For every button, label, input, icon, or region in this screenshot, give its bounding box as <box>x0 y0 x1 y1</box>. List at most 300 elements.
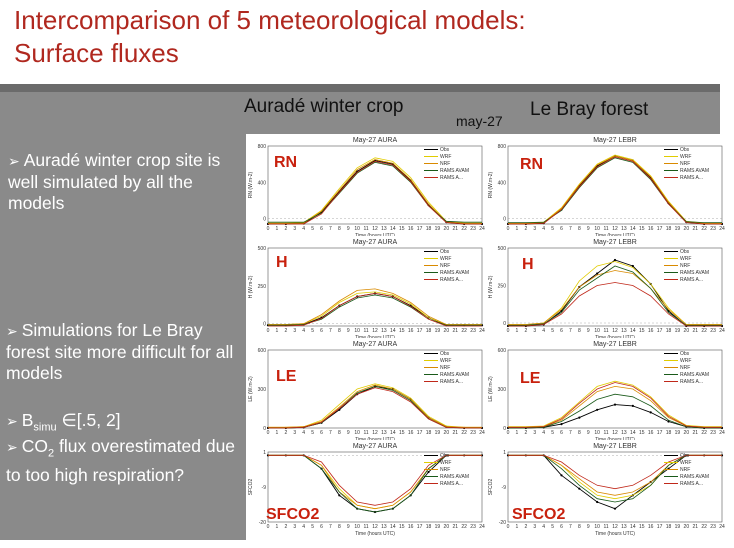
x-tick-label: 9 <box>586 430 590 436</box>
x-tick-label: 18 <box>665 430 672 436</box>
y-tick-label: 600 <box>257 348 266 354</box>
x-tick-label: 9 <box>346 226 350 232</box>
chart-svg <box>246 440 494 540</box>
x-tick-label: 15 <box>398 226 405 232</box>
x-tick-label: 13 <box>381 524 387 530</box>
x-tick-label: 14 <box>630 226 636 232</box>
chart-panel-sfco2-aura <box>246 440 494 548</box>
obs-point <box>578 417 580 419</box>
x-tick-label: 21 <box>452 430 459 436</box>
x-tick-label: 12 <box>372 430 378 436</box>
x-tick-label: 4 <box>302 430 306 436</box>
series-line-nrf <box>268 385 482 427</box>
x-tick-label: 14 <box>630 328 636 334</box>
panel-label: RN <box>274 154 298 171</box>
x-tick-label: 8 <box>337 328 341 334</box>
x-axis-label: Time (hours UTC) <box>595 531 635 537</box>
x-tick-label: 8 <box>577 226 581 232</box>
legend-label: RAMS A... <box>440 481 464 487</box>
x-tick-label: 12 <box>612 226 618 232</box>
x-tick-label: 17 <box>656 524 663 530</box>
x-tick-label: 9 <box>586 226 590 232</box>
x-tick-label: 9 <box>586 328 590 334</box>
x-tick-label: 16 <box>647 328 654 334</box>
legend-label: Obs <box>440 351 450 357</box>
x-tick-label: 0 <box>506 226 510 232</box>
x-tick-label: 10 <box>594 430 600 436</box>
x-tick-label: 0 <box>506 524 510 530</box>
chart-title: May-27 LEBR <box>593 341 637 348</box>
y-tick-label: 800 <box>257 144 266 150</box>
title-line-2: Surface fluxes <box>14 38 179 68</box>
chart-panel-le-lebr <box>486 338 734 446</box>
x-tick-label: 5 <box>551 226 554 232</box>
legend-label: Obs <box>680 147 690 153</box>
x-tick-label: 8 <box>337 524 341 530</box>
x-tick-label: 17 <box>656 226 663 232</box>
x-tick-label: 8 <box>337 430 341 436</box>
legend-label: NRF <box>680 161 691 167</box>
obs-point <box>632 405 634 407</box>
x-tick-label: 16 <box>407 328 414 334</box>
legend-label: RAMS AVAM <box>680 372 709 378</box>
header-left-site: Auradé winter crop <box>244 96 404 117</box>
x-tick-label: 10 <box>354 524 360 530</box>
y-tick-label: 0 <box>263 426 266 432</box>
legend-label: NRF <box>440 263 451 269</box>
x-tick-label: 1 <box>515 226 519 232</box>
x-tick-label: 2 <box>524 226 528 232</box>
x-tick-label: 14 <box>630 430 636 436</box>
x-tick-label: 22 <box>701 524 707 530</box>
y-tick-label: 500 <box>497 246 506 252</box>
x-tick-label: 5 <box>311 328 314 334</box>
x-tick-label: 12 <box>372 524 378 530</box>
x-tick-label: 15 <box>638 226 645 232</box>
x-tick-label: 5 <box>551 430 554 436</box>
legend-label: WRF <box>680 256 692 262</box>
x-tick-label: 10 <box>594 524 600 530</box>
series-line-rams-a- <box>268 293 482 326</box>
bullet-sub: simu <box>33 421 57 434</box>
legend-label: RAMS AVAM <box>440 372 469 378</box>
x-tick-label: 1 <box>275 430 279 436</box>
x-tick-label: 6 <box>320 328 323 334</box>
x-tick-label: 13 <box>621 226 627 232</box>
x-tick-label: 6 <box>560 328 563 334</box>
legend-label: NRF <box>680 467 691 473</box>
x-tick-label: 23 <box>470 524 476 530</box>
bullet-co2 <box>6 436 246 486</box>
x-tick-label: 21 <box>692 226 699 232</box>
x-tick-label: 0 <box>506 328 510 334</box>
x-tick-label: 19 <box>674 328 681 334</box>
legend-label: RAMS AVAM <box>680 270 709 276</box>
x-tick-label: 3 <box>293 430 297 436</box>
x-tick-label: 8 <box>577 430 581 436</box>
x-tick-label: 11 <box>603 328 609 334</box>
arrow-icon: ➢ <box>6 439 18 455</box>
header-right-site: Le Bray forest <box>530 99 649 120</box>
obs-point <box>614 404 616 406</box>
x-tick-label: 7 <box>569 328 572 334</box>
series-line-obs <box>268 293 482 325</box>
x-tick-label: 24 <box>479 328 485 334</box>
y-tick-label: -20 <box>498 520 506 526</box>
x-tick-label: 20 <box>683 430 690 436</box>
x-tick-label: 4 <box>542 226 546 232</box>
legend-label: RAMS A... <box>440 175 464 181</box>
x-tick-label: 10 <box>354 328 360 334</box>
x-tick-label: 22 <box>461 524 467 530</box>
x-tick-label: 24 <box>719 226 725 232</box>
y-tick-label: 0 <box>263 216 266 223</box>
legend-label: RAMS AVAM <box>440 270 469 276</box>
x-tick-label: 6 <box>320 226 323 232</box>
x-tick-label: 15 <box>398 524 405 530</box>
x-tick-label: 0 <box>506 430 510 436</box>
x-tick-label: 13 <box>381 430 387 436</box>
x-tick-label: 11 <box>603 226 609 232</box>
x-tick-label: 18 <box>425 328 432 334</box>
panel-label: RN <box>520 156 544 173</box>
y-axis-label: RN (W.m-2) <box>248 171 254 199</box>
x-tick-label: 15 <box>638 328 645 334</box>
y-tick-label: 0 <box>263 321 266 328</box>
x-tick-label: 13 <box>381 226 387 232</box>
x-tick-label: 11 <box>363 430 369 436</box>
x-tick-label: 10 <box>594 328 600 334</box>
x-tick-label: 5 <box>311 430 314 436</box>
obs-point <box>427 471 429 473</box>
x-tick-label: 12 <box>372 226 378 232</box>
legend-label: RAMS AVAM <box>440 474 469 480</box>
x-tick-label: 17 <box>416 524 423 530</box>
x-tick-label: 21 <box>452 226 459 232</box>
x-tick-label: 6 <box>560 524 563 530</box>
obs-point <box>614 259 616 261</box>
chart-svg <box>246 134 494 242</box>
x-tick-label: 14 <box>630 524 636 530</box>
slide-title <box>14 4 694 70</box>
y-tick-label: 1 <box>503 450 506 456</box>
chart-title: May-27 AURA <box>352 137 398 144</box>
bullet-post: flux overestimated due to too high respiration? <box>6 436 236 485</box>
arrow-icon: ➢ <box>6 323 18 339</box>
legend-label: RAMS AVAM <box>440 168 469 174</box>
chart-title: May-27 AURA <box>352 239 398 246</box>
x-tick-label: 23 <box>710 430 716 436</box>
x-tick-label: 23 <box>710 328 716 334</box>
legend-label: RAMS A... <box>440 379 464 385</box>
x-tick-label: 17 <box>416 430 423 436</box>
x-tick-label: 21 <box>692 430 699 436</box>
x-tick-label: 2 <box>284 328 288 334</box>
x-tick-label: 20 <box>443 430 450 436</box>
bullet-text: Simulations for Le Bray forest site more difficult for all models <box>6 320 234 383</box>
chart-panel-h-lebr <box>486 236 734 344</box>
x-tick-label: 16 <box>407 430 414 436</box>
x-tick-label: 7 <box>329 524 332 530</box>
x-tick-label: 21 <box>692 524 699 530</box>
title-divider <box>0 84 720 92</box>
x-tick-label: 0 <box>266 430 270 436</box>
x-tick-label: 16 <box>407 524 414 530</box>
x-tick-label: 24 <box>479 524 485 530</box>
series-line-obs <box>268 386 482 428</box>
x-tick-label: 18 <box>665 328 672 334</box>
legend-label: Obs <box>440 453 450 459</box>
chart-svg <box>486 338 734 446</box>
x-tick-label: 21 <box>452 524 459 530</box>
y-tick-label: 600 <box>497 348 506 354</box>
legend-label: RAMS A... <box>680 481 704 487</box>
x-tick-label: 14 <box>390 524 396 530</box>
x-tick-label: 12 <box>372 328 378 334</box>
legend-label: WRF <box>440 358 452 364</box>
x-tick-label: 12 <box>612 430 618 436</box>
chart-panel-le-aura <box>246 338 494 446</box>
series-line-wrf <box>268 292 482 325</box>
x-tick-label: 3 <box>293 524 297 530</box>
x-tick-label: 16 <box>647 226 654 232</box>
x-tick-label: 5 <box>551 328 554 334</box>
x-tick-label: 7 <box>569 430 572 436</box>
x-tick-label: 10 <box>354 430 360 436</box>
obs-point <box>650 411 652 413</box>
chart-svg <box>246 236 494 344</box>
legend-label: NRF <box>680 365 691 371</box>
x-tick-label: 11 <box>603 430 609 436</box>
bullet-bsimu <box>6 410 242 439</box>
y-tick-label: -20 <box>258 520 266 526</box>
chart-panel-rn-aura <box>246 134 494 242</box>
legend-label: Obs <box>680 249 690 255</box>
x-tick-label: 18 <box>425 524 432 530</box>
x-tick-label: 0 <box>266 524 270 530</box>
legend-label: RAMS A... <box>680 277 704 283</box>
x-tick-label: 3 <box>293 328 297 334</box>
x-tick-label: 11 <box>363 226 369 232</box>
legend-label: WRF <box>680 460 692 466</box>
y-tick-label: -9 <box>501 485 506 491</box>
x-tick-label: 1 <box>275 524 279 530</box>
x-tick-label: 1 <box>515 430 519 436</box>
obs-point <box>614 508 616 510</box>
y-axis-label: LE (W.m-2) <box>248 376 254 402</box>
y-axis-label: SFCO2 <box>488 478 494 496</box>
x-tick-label: 11 <box>603 524 609 530</box>
obs-point <box>596 501 598 503</box>
x-tick-label: 1 <box>275 226 279 232</box>
panel-label: LE <box>276 368 297 385</box>
series-line-rams-avam <box>508 394 722 428</box>
x-tick-label: 17 <box>656 430 663 436</box>
x-tick-label: 15 <box>638 524 645 530</box>
x-tick-label: 11 <box>363 328 369 334</box>
chart-svg <box>486 440 734 540</box>
y-tick-label: 300 <box>497 387 506 393</box>
x-tick-label: 12 <box>612 524 618 530</box>
y-tick-label: -9 <box>261 485 266 491</box>
x-tick-label: 19 <box>674 430 681 436</box>
x-tick-label: 23 <box>470 226 476 232</box>
x-tick-label: 2 <box>524 430 528 436</box>
y-axis-label: RN (W.m-2) <box>488 171 494 199</box>
x-tick-label: 17 <box>656 328 663 334</box>
chart-title: May-27 LEBR <box>593 443 637 450</box>
x-tick-label: 20 <box>443 524 450 530</box>
panel-label: LE <box>520 370 541 387</box>
y-tick-label: 400 <box>257 180 266 187</box>
legend-label: RAMS AVAM <box>680 474 709 480</box>
legend-label: NRF <box>440 161 451 167</box>
x-tick-label: 7 <box>329 430 332 436</box>
x-tick-label: 18 <box>665 226 672 232</box>
y-tick-label: 500 <box>257 246 266 252</box>
y-tick-label: 0 <box>503 426 506 432</box>
x-tick-label: 23 <box>470 328 476 334</box>
x-tick-label: 24 <box>719 524 725 530</box>
x-tick-label: 22 <box>461 226 467 232</box>
x-tick-label: 2 <box>284 524 288 530</box>
y-axis-label: H (W.m-2) <box>248 275 254 299</box>
chart-panel-rn-lebr <box>486 134 734 242</box>
series-line-nrf <box>508 386 722 427</box>
x-tick-label: 6 <box>560 226 563 232</box>
x-tick-label: 14 <box>390 226 396 232</box>
legend-label: Obs <box>440 249 450 255</box>
x-tick-label: 15 <box>638 430 645 436</box>
x-axis-label: Time (hours UTC) <box>355 531 395 537</box>
obs-point <box>560 474 562 476</box>
series-line-obs <box>508 405 722 428</box>
x-tick-label: 3 <box>533 524 537 530</box>
chart-title: May-27 AURA <box>352 341 398 348</box>
chart-title: May-27 AURA <box>352 443 398 450</box>
x-tick-label: 24 <box>719 430 725 436</box>
bullet-text: Auradé winter crop site is well simulated by all the models <box>8 150 221 213</box>
x-tick-label: 3 <box>293 226 297 232</box>
legend-label: Obs <box>680 351 690 357</box>
x-tick-label: 5 <box>311 524 314 530</box>
x-tick-label: 4 <box>302 524 306 530</box>
panel-label: H <box>276 254 288 271</box>
y-tick-label: 800 <box>497 144 506 150</box>
x-tick-label: 22 <box>461 328 467 334</box>
header-date: may-27 <box>456 113 503 129</box>
x-tick-label: 7 <box>569 524 572 530</box>
x-tick-label: 7 <box>569 226 572 232</box>
legend-label: WRF <box>440 256 452 262</box>
bullet-sub: 2 <box>47 447 55 460</box>
chart-title: May-27 LEBR <box>593 239 637 246</box>
x-tick-label: 5 <box>551 524 554 530</box>
x-tick-label: 18 <box>665 524 672 530</box>
series-line-rams-avam <box>268 295 482 325</box>
x-tick-label: 3 <box>533 430 537 436</box>
x-tick-label: 20 <box>683 524 690 530</box>
legend-label: RAMS A... <box>680 379 704 385</box>
x-tick-label: 19 <box>434 430 441 436</box>
x-tick-label: 22 <box>701 430 707 436</box>
x-tick-label: 4 <box>542 328 546 334</box>
x-tick-label: 1 <box>275 328 279 334</box>
x-tick-label: 4 <box>542 524 546 530</box>
x-tick-label: 20 <box>443 328 450 334</box>
obs-point <box>338 494 340 496</box>
x-tick-label: 0 <box>266 226 270 232</box>
x-tick-label: 6 <box>560 430 563 436</box>
chart-panel-sfco2-lebr <box>486 440 734 548</box>
y-axis-label: H (W.m-2) <box>488 275 494 299</box>
x-tick-label: 18 <box>425 430 432 436</box>
x-tick-label: 16 <box>407 226 414 232</box>
x-tick-label: 17 <box>416 328 423 334</box>
x-tick-label: 13 <box>621 524 627 530</box>
bullet-aurade <box>8 150 240 214</box>
bullet-pre: CO <box>21 436 48 456</box>
x-tick-label: 23 <box>470 430 476 436</box>
legend-label: NRF <box>440 467 451 473</box>
legend-label: RAMS A... <box>680 175 704 181</box>
panel-label: SFCO2 <box>266 506 320 523</box>
panel-label: SFCO2 <box>512 506 566 523</box>
x-tick-label: 6 <box>320 430 323 436</box>
x-tick-label: 8 <box>337 226 341 232</box>
x-tick-label: 8 <box>577 524 581 530</box>
x-tick-label: 23 <box>710 226 716 232</box>
x-tick-label: 21 <box>452 328 459 334</box>
series-line-rams-a- <box>268 388 482 428</box>
bullet-lebray <box>6 320 242 384</box>
x-tick-label: 2 <box>284 226 288 232</box>
x-tick-label: 14 <box>390 430 396 436</box>
x-tick-label: 4 <box>302 328 306 334</box>
chart-svg <box>486 134 734 242</box>
legend-label: NRF <box>440 365 451 371</box>
x-tick-label: 3 <box>533 226 537 232</box>
legend-label: WRF <box>680 358 692 364</box>
obs-point <box>596 409 598 411</box>
x-tick-label: 23 <box>710 524 716 530</box>
x-tick-label: 5 <box>311 226 314 232</box>
x-tick-label: 9 <box>586 524 590 530</box>
obs-point <box>560 423 562 425</box>
legend-label: RAMS AVAM <box>680 168 709 174</box>
x-tick-label: 1 <box>515 328 519 334</box>
x-tick-label: 19 <box>434 524 441 530</box>
x-tick-label: 13 <box>621 430 627 436</box>
x-tick-label: 19 <box>434 328 441 334</box>
x-tick-label: 22 <box>701 226 707 232</box>
arrow-icon: ➢ <box>6 413 18 429</box>
x-tick-label: 1 <box>515 524 519 530</box>
x-tick-label: 9 <box>346 430 350 436</box>
x-tick-label: 13 <box>621 328 627 334</box>
x-tick-label: 22 <box>701 328 707 334</box>
chart-svg <box>486 236 734 344</box>
arrow-icon: ➢ <box>8 153 20 169</box>
x-tick-label: 4 <box>302 226 306 232</box>
obs-point <box>596 272 598 274</box>
x-tick-label: 16 <box>647 524 654 530</box>
x-tick-label: 20 <box>443 226 450 232</box>
x-tick-label: 10 <box>594 226 600 232</box>
legend-label: WRF <box>440 154 452 160</box>
x-tick-label: 17 <box>416 226 423 232</box>
x-tick-label: 18 <box>425 226 432 232</box>
